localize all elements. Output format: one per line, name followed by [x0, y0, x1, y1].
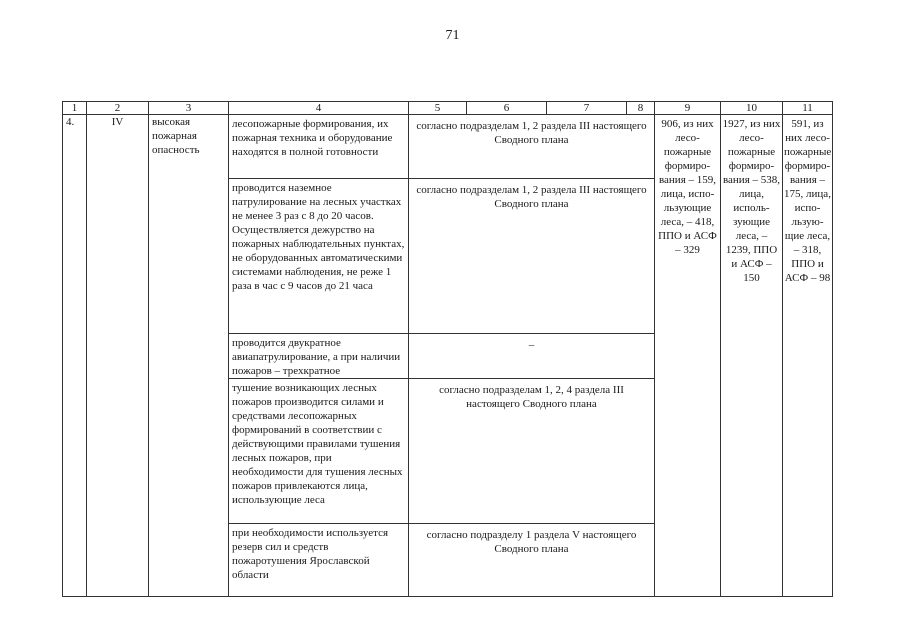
- measure-cell-4: тушение возникающих лесных пожаров производится силами и средствами лесопожарных формирований в соответствии с действующими правилами тушения лесных пожаров, при необходимости для тушения лесных пожаров привлекаются лица, использующие леса: [229, 379, 409, 524]
- col-header-2: 2: [87, 102, 149, 115]
- col-header-4: 4: [229, 102, 409, 115]
- table-row: [63, 115, 833, 179]
- header-row: [63, 102, 833, 115]
- measure-cell-2: проводится наземное патрулирование на лесных участках не менее 3 раз с 8 до 20 часов. Осуществляется дежурство на пожарных наблюдательных пунктах, не оборудованных автоматическими системами наблюдения, не реже 1 раза в час с 9 часов до 21 часа: [229, 179, 409, 334]
- resource-cell-5: согласно подразделу 1 раздела V настоящего Сводного плана: [409, 524, 655, 597]
- resource-cell-3: –: [409, 334, 655, 379]
- col-header-3: 3: [149, 102, 229, 115]
- measure-cell-5: при необходимости используется резерв сил и средств пожаротушения Ярославской области: [229, 524, 409, 597]
- total-cell-11: 591, из них лесо-пожарные формиро-вания – 175, лица, испо-льзую-щие леса, – 318, ППО и АСФ – 98: [783, 115, 833, 597]
- col-header-10: 10: [721, 102, 783, 115]
- col-header-1: 1: [63, 102, 87, 115]
- resource-cell-1: согласно подразделам 1, 2 раздела III настоящего Сводного плана: [409, 115, 655, 179]
- col-header-11: 11: [783, 102, 833, 115]
- resource-cell-4: согласно подразделам 1, 2, 4 раздела III настоящего Сводного плана: [409, 379, 655, 524]
- measure-cell-3: проводится двукратное авиапатрулирование, а при наличии пожаров – трехкратное: [229, 334, 409, 379]
- danger-class-cell: IV: [87, 115, 149, 597]
- col-header-8: 8: [627, 102, 655, 115]
- row-number-cell: 4.: [63, 115, 87, 597]
- col-header-9: 9: [655, 102, 721, 115]
- page-number: 71: [445, 28, 460, 43]
- resource-cell-2: согласно подразделам 1, 2 раздела III настоящего Сводного плана: [409, 179, 655, 334]
- col-header-5: 5: [409, 102, 467, 115]
- total-cell-9: 906, из них лесо-пожарные формиро-вания – 159, лица, испо-льзующие леса, – 418, ППО и АСФ – 329: [655, 115, 721, 597]
- col-header-7: 7: [547, 102, 627, 115]
- total-cell-10: 1927, из них лесо-пожарные формиро-вания – 538, лица, исполь-зующие леса, – 1239, ППО и АСФ – 150: [721, 115, 783, 597]
- col-header-6: 6: [467, 102, 547, 115]
- measure-cell-1: лесопожарные формирования, их пожарная техника и оборудование находятся в полной готовности: [229, 115, 409, 179]
- fire-plan-table: [62, 101, 833, 597]
- danger-level-cell: высокая пожарная опасность: [149, 115, 229, 597]
